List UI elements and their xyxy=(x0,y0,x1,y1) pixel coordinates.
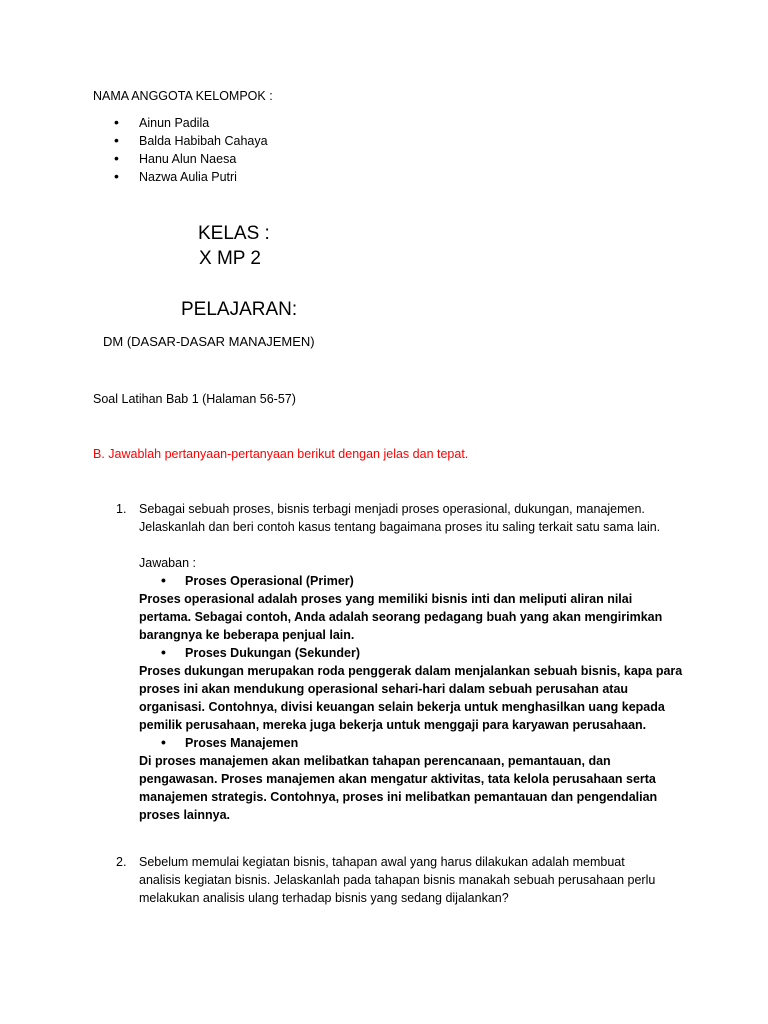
question-line: analisis kegiatan bisnis. Jelaskanlah pada tahapan bisnis manakah sebuah perusahaan perlu xyxy=(139,873,656,887)
section-line: barangnya ke beberapa penjual lain. xyxy=(139,628,355,642)
bullet-icon: • xyxy=(161,644,166,660)
section-line: Di proses manajemen akan melibatkan tahapan perencanaan, pemantauan, dan xyxy=(139,754,611,768)
member-name: Nazwa Aulia Putri xyxy=(139,170,237,184)
list-item xyxy=(110,150,268,168)
question-line: melakukan analisis ulang terhadap bisnis yang sedang dijalankan? xyxy=(139,891,509,905)
section-line: Proses operasional adalah proses yang memiliki bisnis inti dan meliputi aliran nilai xyxy=(139,592,633,606)
subject-label: PELAJARAN: xyxy=(181,299,298,320)
class-value: X MP 2 xyxy=(199,248,261,269)
section-heading: • Proses Operasional (Primer) xyxy=(161,572,354,588)
section-line: pertama. Sebagai contoh, Anda adalah seorang pedagang buah yang akan mengirimkan xyxy=(139,610,663,624)
section-heading: • Proses Manajemen xyxy=(161,734,299,750)
section-line: proses ini akan mendukung operasional sehari-hari dalam sebuah perusahan atau xyxy=(139,682,629,696)
question-line: Jelaskanlah dan beri contoh kasus tentang bagaimana proses itu saling terkait satu sama lain. xyxy=(139,520,661,534)
question-line: Sebagai sebuah proses, bisnis terbagi menjadi proses operasional, dukungan, manajemen. xyxy=(139,502,645,516)
members-title: NAMA ANGGOTA KELOMPOK : xyxy=(93,89,273,103)
bullet-icon: • xyxy=(161,734,166,750)
exercise-title: Soal Latihan Bab 1 (Halaman 56-57) xyxy=(93,392,296,406)
question-text xyxy=(139,500,684,824)
exercise-instruction: B. Jawablah pertanyaan-pertanyaan berikut dengan jelas dan tepat. xyxy=(93,447,469,461)
class-label: KELAS : xyxy=(198,223,270,244)
section-line: manajemen strategis. Contohnya, proses ini melibatkan pemantauan dan pengendalian xyxy=(139,790,658,804)
section-line: proses lainnya. xyxy=(139,808,231,822)
members-list xyxy=(110,114,268,186)
section-line: organisasi. Contohnya, divisi keuangan selain bekerja untuk menghasilkan uang kepada xyxy=(139,700,665,714)
question-number: 1. xyxy=(116,502,127,516)
section-line: Proses dukungan merupakan roda penggerak dalam menjalankan sebuah bisnis, kapa para xyxy=(139,664,683,678)
bullet-icon: • xyxy=(161,572,166,588)
bullet-icon: • xyxy=(114,132,119,148)
member-name: Balda Habibah Cahaya xyxy=(139,134,268,148)
member-name: Hanu Alun Naesa xyxy=(139,152,237,166)
bullet-icon: • xyxy=(114,168,119,184)
list-item xyxy=(110,114,268,132)
list-item xyxy=(110,132,268,150)
subject-value: DM (DASAR-DASAR MANAJEMEN) xyxy=(103,334,315,349)
answer-label: Jawaban : xyxy=(139,556,196,570)
question-line: Sebelum memulai kegiatan bisnis, tahapan awal yang harus dilakukan adalah membuat xyxy=(139,855,625,869)
section-line: pengawasan. Proses manajemen akan mengatur aktivitas, tata kelola perusahaan serta xyxy=(139,772,656,786)
list-item xyxy=(110,168,268,186)
section-line: pemilik perusahaan, mereka juga bekerja untuk menggaji para karyawan perusahaan. xyxy=(139,718,647,732)
question-text xyxy=(139,853,684,907)
bullet-icon: • xyxy=(114,114,119,130)
section-heading: • Proses Dukungan (Sekunder) xyxy=(161,644,361,660)
blank-line xyxy=(139,536,684,554)
question-number: 2. xyxy=(116,855,127,869)
bullet-icon: • xyxy=(114,150,119,166)
member-name: Ainun Padila xyxy=(139,116,210,130)
